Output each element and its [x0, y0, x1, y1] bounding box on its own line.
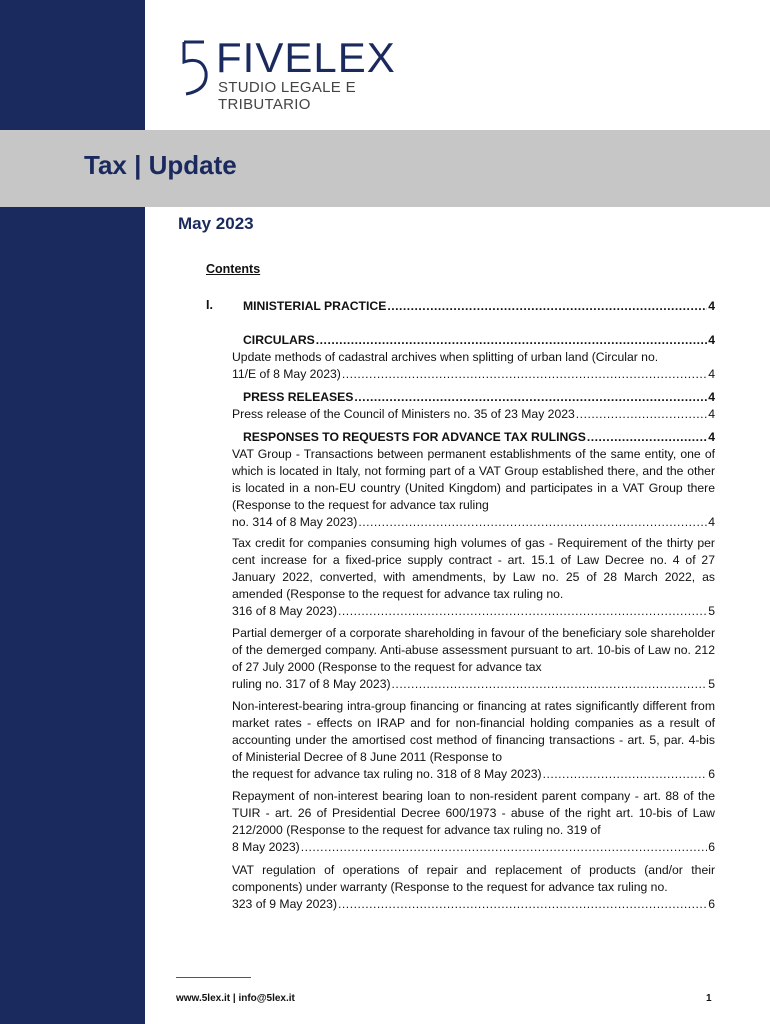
toc-section-label: MINISTERIAL PRACTICE: [243, 299, 387, 313]
toc-page-number: 5: [708, 604, 715, 618]
toc-page-number: 4: [708, 515, 715, 529]
footer-rule: [176, 977, 251, 978]
toc-entry-last-line: the request for advance tax ruling no. 318 of 8 May 2023): [232, 767, 542, 781]
toc-ruling-entry[interactable]: [232, 698, 715, 783]
toc-rulings[interactable]: [232, 429, 715, 531]
toc-entry-last-line: 316 of 8 May 2023): [232, 604, 338, 618]
toc-page-number: 4: [708, 333, 715, 347]
page-title: Tax | Update: [84, 150, 237, 180]
toc-entry-text: Repayment of non-interest bearing loan to non-resident parent company - art. 88 of the TUIR - art. 26 of Presidential Decree 600/1973 - abuse of the right art. 10-bis of Law 212/2000 (Response to the request for advance tax ruling no. 319 of: [232, 789, 715, 837]
logo-tagline: STUDIO LEGALE E TRIBUTARIO: [218, 79, 356, 113]
issue-date: May 2023: [178, 214, 254, 233]
toc-entry-last-line: Press release of the Council of Ministers no. 35 of 23 May 2023: [232, 407, 575, 421]
toc-ruling-entry[interactable]: [232, 625, 715, 693]
toc-page-number: 6: [708, 767, 715, 781]
toc-entry-last-line: 11/E of 8 May 2023): [232, 367, 341, 381]
toc-entry-text: Partial demerger of a corporate shareholding in favour of the beneficiary sole shareholder of the demerged company. Anti-abuse assessment pursuant to art. 10-bis of Law no. 212 of 27 July 2000 (Response to the request for advance tax: [232, 626, 715, 674]
toc-page-number: 4: [708, 390, 715, 404]
logo-mark-icon: [180, 38, 214, 98]
company-logo: [180, 34, 440, 113]
toc-page-number: 4: [708, 430, 715, 444]
toc-entry-text: Update methods of cadastral archives when splitting of urban land (Circular no.: [232, 350, 659, 364]
toc-entry-last-line: 323 of 9 May 2023): [232, 897, 338, 911]
toc-entry-last-line: 8 May 2023): [232, 840, 300, 854]
toc-ruling-entry[interactable]: [232, 535, 715, 620]
toc-section-entry[interactable]: [243, 298, 715, 315]
toc-heading-label: PRESS RELEASES: [243, 390, 354, 404]
toc-page-number: 4: [708, 407, 715, 421]
toc-page-number: 6: [708, 897, 715, 911]
footer-page-number: 1: [706, 993, 712, 1004]
toc-entry-text: Tax credit for companies consuming high volumes of gas - Requirement of the thirty per cent increase for a fixed-price supply contract - art. 15.1 of Law Decree no. 4 of 27 January 2022, converted, with amendments, by Law no. 25 of 28 March 2022, as amended (Response to the request for advance tax ruling no.: [232, 536, 715, 601]
toc-page-number: 5: [708, 677, 715, 691]
toc-ruling-entry[interactable]: [232, 862, 715, 913]
toc-heading-label: CIRCULARS: [243, 333, 315, 347]
toc-page-number: 4: [708, 367, 715, 381]
toc-page-number: 4: [708, 299, 715, 313]
toc-press-releases[interactable]: [232, 389, 715, 423]
toc-heading-label: RESPONSES TO REQUESTS FOR ADVANCE TAX RULINGS: [243, 430, 586, 444]
toc-ruling-entry[interactable]: [232, 788, 715, 856]
toc-entry-text: Non-interest-bearing intra-group financing or financing at rates significantly different from market rates - effects on IRAP and for non-financial holding companies as a result of accounting under the amortised cost method of financing transactions - art. 5, par. 4-bis of Ministerial Decree of 8 June 2011 (Response to: [232, 699, 715, 764]
logo-wordmark: FIVELEX: [216, 34, 396, 81]
toc-entry-text: VAT Group - Transactions between permanent establishments of the same entity, one of which is located in Italy, not forming part of a VAT Group established there, and the other is located in a non-EU country (United Kingdom) and participates in a VAT Group there (Response to the request for advance tax ruling: [232, 447, 715, 512]
footer-contact[interactable]: www.5lex.it | info@5lex.it: [176, 993, 295, 1004]
toc-entry-text: VAT regulation of operations of repair and replacement of products (and/or their components) under warranty (Response to the request for advance tax ruling no.: [232, 863, 715, 894]
toc-page-number: 6: [708, 840, 715, 854]
toc-entry-last-line: no. 314 of 8 May 2023): [232, 515, 358, 529]
toc-entry-last-line: ruling no. 317 of 8 May 2023): [232, 677, 391, 691]
toc-circulars[interactable]: [232, 332, 715, 383]
contents-heading: Contents: [206, 262, 261, 276]
section-number: I.: [206, 298, 213, 312]
